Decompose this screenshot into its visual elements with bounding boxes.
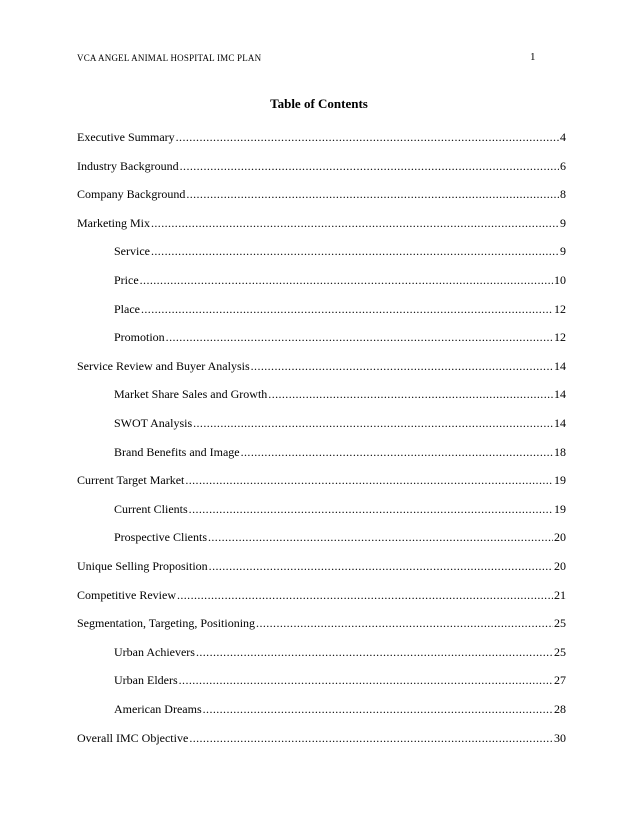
toc-entry-label: Market Share Sales and Growth [114,387,268,402]
page-number: 1 [530,51,536,63]
toc-entry-label: Prospective Clients [114,530,207,545]
toc-entry-label: Segmentation, Targeting, Positioning [77,616,256,631]
toc-entry-label: Industry Background [77,158,179,173]
toc-entry-label: SWOT Analysis [114,416,193,430]
toc-entry-page: 9 [560,244,566,259]
toc-dot-leader [185,473,553,487]
toc-entry-label: Service Review and Buyer Analysis [77,358,250,373]
toc-dot-leader [193,416,553,430]
toc-dot-leader [177,588,553,602]
toc-entry-page: 8 [560,187,566,202]
toc-dot-leader [189,731,553,745]
toc-entry-label: Price [114,273,139,287]
toc-entry-label: Urban Elders [114,673,178,688]
toc-entry-page: 25 [554,644,566,659]
toc-entry [77,731,566,745]
toc-dot-leader [241,445,553,459]
toc-entry [77,359,566,373]
toc-subentry [114,673,566,687]
toc-entry-label: Executive Summary [77,130,175,144]
toc-subentry [114,645,566,659]
toc-entry-label: Current Clients [114,501,188,516]
toc-subentry [114,273,566,287]
toc-entry-label: Competitive Review [77,587,176,602]
toc-subentry [114,530,566,544]
toc-entry-label: Service [114,244,150,259]
toc-subentry [114,244,566,258]
toc-entry-page: 18 [554,444,566,459]
toc-dot-leader [151,244,559,258]
toc-entry-label: Current Target Market [77,473,185,488]
toc-dot-leader [203,702,553,716]
toc-entry-label: Overall IMC Objective [77,730,189,745]
toc-dot-leader [166,330,553,344]
toc-dot-leader [151,216,559,230]
toc-entry [77,159,566,173]
toc-dot-leader [176,130,559,144]
toc-dot-leader [141,302,553,316]
toc-subentry [114,416,566,430]
toc-entry-label: Promotion [114,330,165,345]
toc-entry [77,473,566,487]
toc-entry-page: 4 [560,130,566,144]
toc-subentry [114,387,566,401]
toc-entry-label: Company Background [77,187,186,202]
toc-entry-page: 21 [554,587,566,602]
toc-subentry [114,702,566,716]
toc-entry-page: 19 [554,473,566,488]
toc-entry-page: 27 [554,673,566,688]
toc-entry-page: 30 [554,730,566,745]
toc-entry [77,130,566,144]
toc-entry-page: 14 [554,358,566,373]
toc-subentry [114,445,566,459]
toc-entry-page: 20 [554,559,566,573]
toc-dot-leader [189,502,553,516]
toc-entry [77,187,566,201]
toc-entry-label: Brand Benefits and Image [114,444,240,459]
toc-entry-page: 19 [554,501,566,516]
toc-entry [77,559,566,573]
toc-entry-label: Marketing Mix [77,215,150,230]
toc-entry [77,588,566,602]
toc-dot-leader [140,273,553,287]
toc-entry-page: 14 [554,416,566,430]
toc-subentry [114,302,566,316]
toc-title: Table of Contents [270,96,368,111]
toc-entry-page: 14 [554,387,566,402]
toc-entry-label: American Dreams [114,702,202,716]
toc-entry-page: 10 [554,273,566,287]
running-head: VCA ANGEL ANIMAL HOSPITAL IMC PLAN [77,53,262,63]
toc-dot-leader [268,387,553,401]
toc-dot-leader [179,673,553,687]
toc-entry-page: 6 [560,158,566,173]
toc-entry-label: Place [114,301,140,316]
toc-dot-leader [208,530,553,544]
toc-subentry [114,502,566,516]
toc-dot-leader [180,159,559,173]
toc-entry [77,616,566,630]
toc-entry-page: 20 [554,530,566,545]
toc-dot-leader [186,187,559,201]
toc-dot-leader [209,559,553,573]
toc-entry-label: Urban Achievers [114,644,195,659]
toc-entry-page: 9 [560,215,566,230]
toc-entry-page: 28 [554,702,566,716]
toc-entry-page: 25 [554,616,566,631]
toc-entry [77,216,566,230]
toc-subentry [114,330,566,344]
toc-dot-leader [256,616,553,630]
toc-entry-page: 12 [554,330,566,345]
toc-dot-leader [251,359,553,373]
toc-entry-label: Unique Selling Proposition [77,559,208,573]
toc-dot-leader [196,645,553,659]
toc-entry-page: 12 [554,301,566,316]
